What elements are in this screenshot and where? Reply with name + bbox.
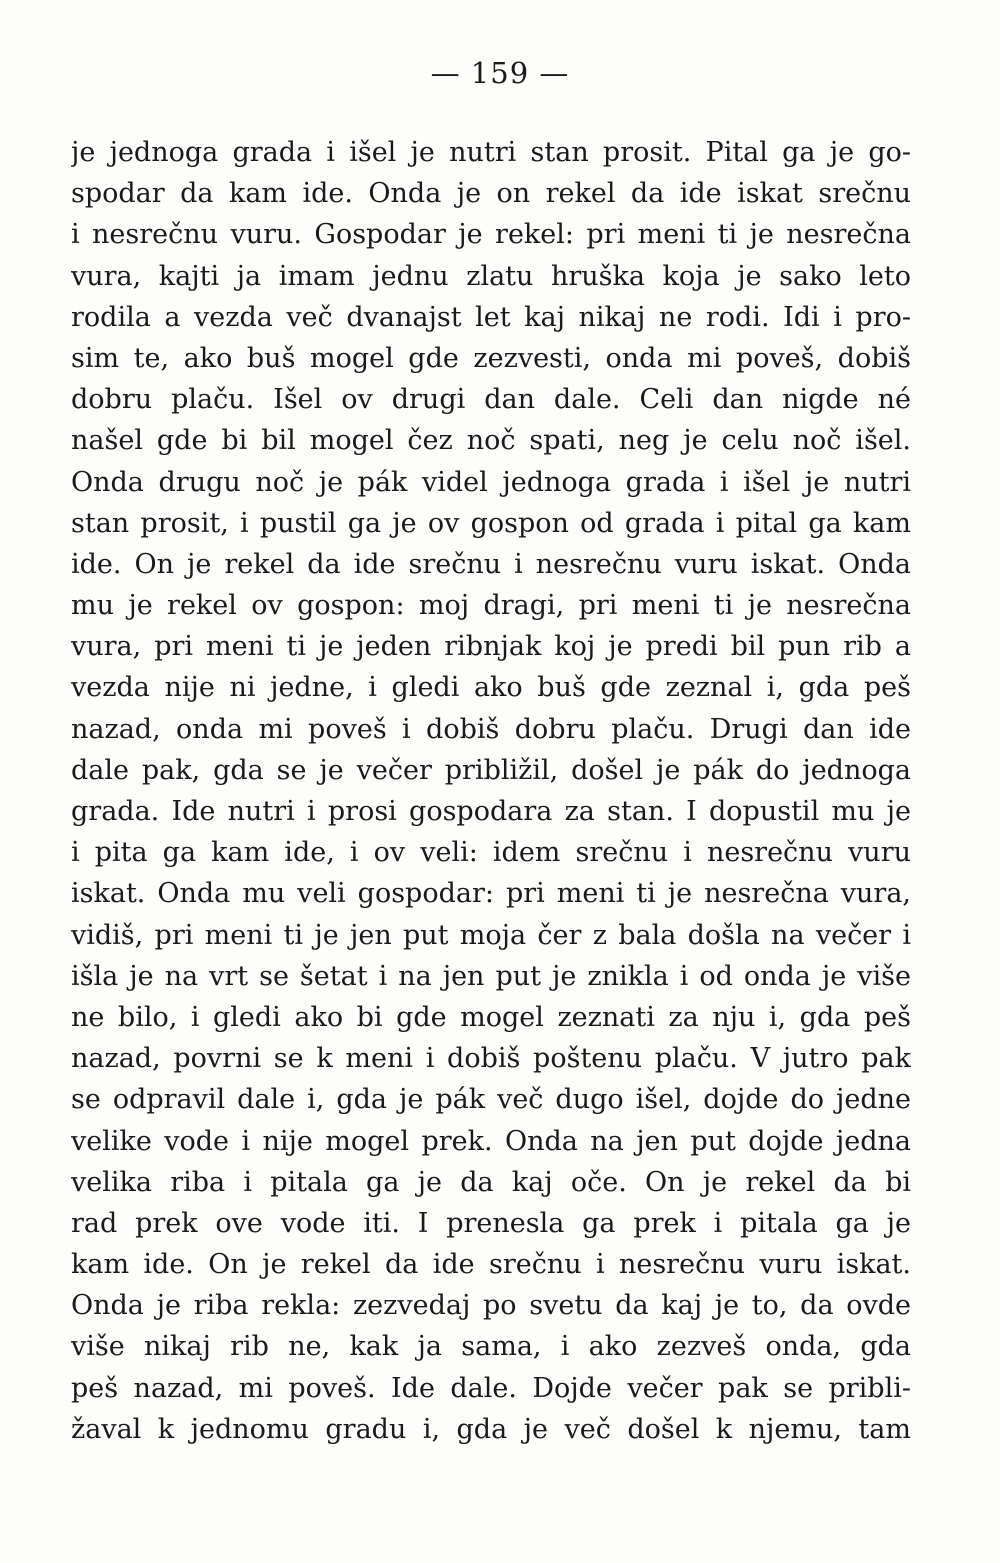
text-line: nazad, povrni se k meni i dobiš poštenu plaču. V jutro pak: [71, 1043, 911, 1075]
text-line: velika riba i pitala ga je da kaj oče. On je rekel da bi: [71, 1166, 911, 1198]
text-line: velike vode i nije mogel prek. Onda na jen put dojde jedna: [71, 1125, 911, 1157]
text-line: išla je na vrt se šetat i na jen put je znikla i od onda je više: [71, 960, 911, 992]
text-line: rad prek ove vode iti. I prenesla ga prek i pitala ga je: [71, 1207, 911, 1239]
text-line: grada. Ide nutri i prosi gospodara za stan. I dopustil mu je: [71, 796, 911, 827]
text-line: našel gde bi bil mogel čez noč spati, neg je celu noč išel.: [71, 425, 911, 457]
text-line: nazad, onda mi poveš i dobiš dobru plaču. Drugi dan ide: [71, 713, 911, 745]
text-line: Onda je riba rekla: zezvedaj po svetu da kaj je to, da ovde: [71, 1290, 911, 1322]
text-line: Onda drugu noč je pák videl jednoga grada i išel je nutri: [71, 466, 911, 498]
text-line: mu je rekel ov gospon: moj dragi, pri meni ti je nesrečna: [71, 590, 911, 622]
text-line: spodar da kam ide. Onda je on rekel da ide iskat srečnu: [71, 178, 911, 210]
text-line: je jednoga grada i išel je nutri stan prosit. Pital ga je go-: [71, 137, 911, 168]
text-line: više nikaj rib ne, kak ja sama, i ako zezveš onda, gda: [71, 1331, 911, 1363]
text-line: stan prosit, i pustil ga je ov gospon od grada i pital ga kam: [71, 507, 911, 539]
text-line: i nesrečnu vuru. Gospodar je rekel: pri meni ti je nesrečna: [71, 219, 911, 251]
text-line: dale pak, gda se je večer približil, došel je pák do jednoga: [71, 754, 911, 786]
text-line: kam ide. On je rekel da ide srečnu i nesrečnu vuru iskat.: [71, 1249, 911, 1281]
text-line: sim te, ako buš mogel gde zezvesti, onda mi poveš, dobiš: [71, 342, 911, 374]
text-line: vura, pri meni ti je jeden ribnjak koj je predi bil pun rib a: [71, 631, 911, 663]
page-number: — 159 —: [430, 56, 570, 90]
text-line: rodila a vezda več dvanajst let kaj nikaj ne rodi. Idi i pro-: [71, 301, 911, 333]
text-line: vidiš, pri meni ti je jen put moja čer z bala došla na večer i: [71, 919, 911, 951]
text-line: vura, kajti ja imam jednu zlatu hruška koja je sako leto: [71, 260, 911, 292]
text-line: dobru plaču. Išel ov drugi dan dale. Celi dan nigde né: [71, 384, 911, 416]
text-line: i pita ga kam ide, i ov veli: idem srečnu i nesrečnu vuru: [71, 837, 911, 869]
text-line: vezda nije ni jedne, i gledi ako buš gde zeznal i, gda peš: [71, 672, 911, 704]
text-line: žaval k jednomu gradu i, gda je več došel k njemu, tam: [71, 1413, 911, 1445]
text-line: ide. On je rekel da ide srečnu i nesrečnu vuru iskat. Onda: [71, 548, 911, 580]
text-line: iskat. Onda mu veli gospodar: pri meni ti je nesrečna vura,: [71, 878, 911, 910]
text-line: ne bilo, i gledi ako bi gde mogel zeznati za nju i, gda peš: [71, 1001, 911, 1033]
text-line: peš nazad, mi poveš. Ide dale. Dojde večer pak se pribli-: [71, 1372, 911, 1404]
text-line: se odpravil dale i, gda je pák več dugo išel, dojde do jedne: [71, 1084, 911, 1116]
body-text: [71, 132, 911, 1450]
